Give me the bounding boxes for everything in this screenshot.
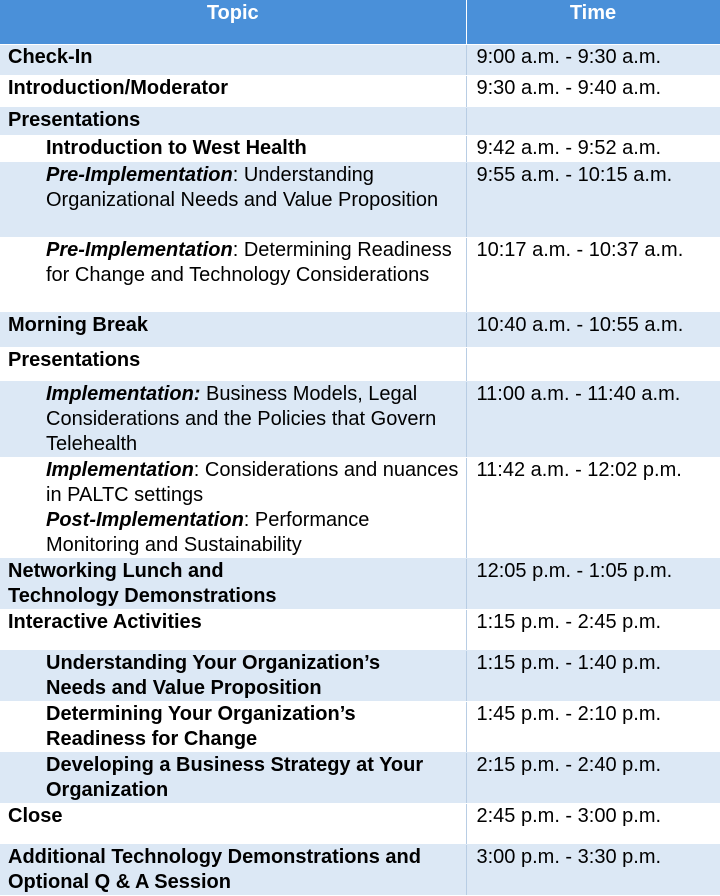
- agenda-time: 10:17 a.m. - 10:37 a.m.: [466, 238, 720, 313]
- agenda-row: [0, 45, 720, 76]
- agenda-topic: Close: [0, 804, 466, 845]
- time-column-header: Time: [466, 0, 720, 45]
- agenda-topic: Introduction/Moderator: [0, 76, 466, 108]
- agenda-row: [0, 845, 720, 896]
- phase-label: Implementation: [46, 459, 194, 481]
- agenda-section-title: Interactive Activities: [0, 610, 466, 651]
- agenda-time: 1:15 p.m. - 1:40 p.m.: [466, 651, 720, 702]
- agenda-time: 3:00 p.m. - 3:30 p.m.: [466, 845, 720, 896]
- topic-description: : Considerations and nuances in PALTC settings: [46, 459, 459, 506]
- topic-description: Business Models, Legal Considerations and the Policies that Govern Telehealth: [46, 383, 437, 455]
- agenda-section-row: [0, 610, 720, 651]
- agenda-topic: [0, 238, 466, 313]
- phase-label: Pre-Implementation: [46, 239, 233, 261]
- agenda-time: [466, 108, 720, 136]
- topic-description: : Performance Monitoring and Sustainability: [46, 509, 370, 556]
- agenda-row: [0, 382, 720, 458]
- agenda-time: 2:15 p.m. - 2:40 p.m.: [466, 753, 720, 804]
- agenda-row: [0, 238, 720, 313]
- agenda-row: [0, 804, 720, 845]
- agenda-row: [0, 458, 720, 559]
- agenda-topic: Introduction to West Health: [0, 136, 466, 163]
- agenda-time: 9:42 a.m. - 9:52 a.m.: [466, 136, 720, 163]
- agenda-topic: Check-In: [0, 45, 466, 76]
- agenda-time: 2:45 p.m. - 3:00 p.m.: [466, 804, 720, 845]
- agenda-topic: [0, 163, 466, 238]
- agenda-section-row: [0, 108, 720, 136]
- agenda-time: 9:55 a.m. - 10:15 a.m.: [466, 163, 720, 238]
- agenda-row: [0, 76, 720, 108]
- agenda-time: 9:00 a.m. - 9:30 a.m.: [466, 45, 720, 76]
- topic-line: [46, 508, 462, 558]
- agenda-time: [466, 348, 720, 382]
- agenda-row: [0, 651, 720, 702]
- agenda-row: [0, 753, 720, 804]
- agenda-time: 10:40 a.m. - 10:55 a.m.: [466, 313, 720, 348]
- topic-line: Optional Q & A Session: [8, 871, 231, 893]
- agenda-time: 12:05 p.m. - 1:05 p.m.: [466, 559, 720, 610]
- agenda-row: [0, 136, 720, 163]
- topic-line: Additional Technology Demonstrations and: [8, 846, 421, 868]
- topic-line: Developing a Business Strategy at Your: [46, 754, 424, 776]
- agenda-topic: Morning Break: [0, 313, 466, 348]
- agenda-time: 1:15 p.m. - 2:45 p.m.: [466, 610, 720, 651]
- agenda-topic: [0, 458, 466, 559]
- agenda-time: 1:45 p.m. - 2:10 p.m.: [466, 702, 720, 753]
- agenda-time: 11:42 a.m. - 12:02 p.m.: [466, 458, 720, 559]
- agenda-section-title: Presentations: [0, 348, 466, 382]
- topic-column-header: Topic: [0, 0, 466, 45]
- agenda-row: [0, 313, 720, 348]
- agenda-section-title: Presentations: [0, 108, 466, 136]
- agenda-topic: [0, 753, 466, 804]
- phase-label: Implementation:: [46, 383, 201, 405]
- topic-line: Networking Lunch and: [8, 560, 224, 582]
- topic-line: Determining Your Organization’s: [46, 703, 356, 725]
- agenda-topic: [0, 845, 466, 896]
- agenda-section-row: [0, 348, 720, 382]
- agenda-topic: [0, 382, 466, 458]
- agenda-row: [0, 559, 720, 610]
- agenda-topic: [0, 702, 466, 753]
- topic-line: Needs and Value Proposition: [46, 677, 322, 699]
- agenda-time: 9:30 a.m. - 9:40 a.m.: [466, 76, 720, 108]
- agenda-topic: [0, 651, 466, 702]
- agenda-row: [0, 163, 720, 238]
- agenda-time: 11:00 a.m. - 11:40 a.m.: [466, 382, 720, 458]
- topic-line: [46, 458, 462, 508]
- topic-line: Organization: [46, 779, 169, 801]
- topic-line: Technology Demonstrations: [8, 585, 277, 607]
- phase-label: Post-Implementation: [46, 509, 244, 531]
- agenda-topic: [0, 559, 466, 610]
- agenda-row: [0, 702, 720, 753]
- topic-line: Understanding Your Organization’s: [46, 652, 381, 674]
- header-row: [0, 0, 720, 45]
- phase-label: Pre-Implementation: [46, 164, 233, 186]
- topic-description: : Understanding Organizational Needs and Value Proposition: [46, 164, 439, 211]
- topic-line: Readiness for Change: [46, 728, 258, 750]
- topic-description: : Determining Readiness for Change and Technology Considerations: [46, 239, 452, 286]
